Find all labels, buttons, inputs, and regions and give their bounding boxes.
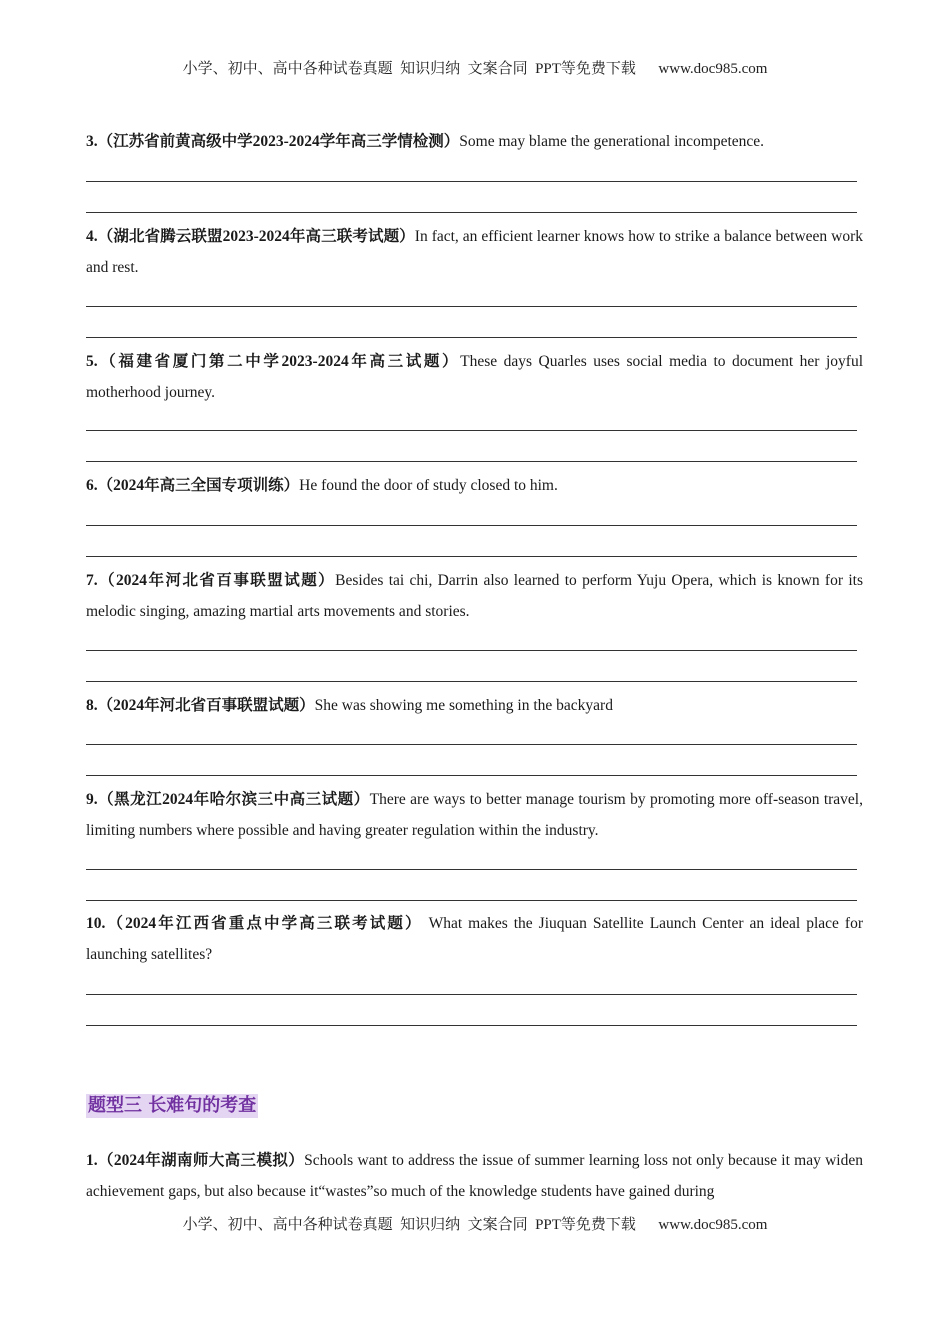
question-text: These days Quarles uses social media to document her joyful motherhood journey. bbox=[86, 353, 863, 401]
question-label: 5.（福建省厦门第二中学2023-2024年高三试题） bbox=[86, 353, 461, 370]
question-text: Some may blame the generational incompetence. bbox=[459, 133, 765, 150]
question-4 bbox=[86, 221, 863, 283]
page-header: 小学、初中、高中各种试卷真题 知识归纳 文案合同 PPT等免费下载 www.doc985.com bbox=[182, 61, 768, 77]
question-6 bbox=[86, 470, 863, 501]
question-label: 8.（2024年河北省百事联盟试题） bbox=[86, 697, 315, 714]
answer-line[interactable] bbox=[86, 556, 857, 557]
question-label: 7.（2024年河北省百事联盟试题） bbox=[86, 572, 336, 589]
answer-line[interactable] bbox=[86, 900, 857, 901]
answer-line[interactable] bbox=[86, 461, 857, 462]
answer-line[interactable] bbox=[86, 1025, 857, 1026]
question-text: In fact, an efficient learner knows how to strike a balance between work and rest. bbox=[86, 228, 864, 276]
answer-line[interactable] bbox=[86, 994, 857, 995]
answer-line[interactable] bbox=[86, 181, 857, 182]
question-text: What makes the Jiuquan Satellite Launch Center an ideal place for launching satellites? bbox=[86, 915, 863, 963]
question-text: He found the door of study closed to him. bbox=[299, 477, 558, 494]
question-7 bbox=[86, 565, 863, 627]
answer-line[interactable] bbox=[86, 212, 857, 213]
question-label: 6.（2024年高三全国专项训练） bbox=[86, 477, 300, 494]
question-label: 1.（2024年湖南师大高三模拟） bbox=[86, 1152, 305, 1169]
question-5 bbox=[86, 346, 863, 408]
question-8 bbox=[86, 690, 863, 721]
question-label: 3.（江苏省前黄高级中学2023-2024学年高三学情检测） bbox=[86, 133, 460, 150]
answer-line[interactable] bbox=[86, 775, 857, 776]
answer-line[interactable] bbox=[86, 744, 857, 745]
question-text: There are ways to better manage tourism by promoting more off-season travel, limiting numbers where possible and having greater regulation within the industry. bbox=[86, 791, 863, 839]
question-10 bbox=[86, 908, 863, 970]
question-label: 9.（黑龙江2024年哈尔滨三中高三试题） bbox=[86, 791, 370, 808]
question-text: She was showing me something in the backyard bbox=[314, 697, 613, 714]
answer-line[interactable] bbox=[86, 337, 857, 338]
question-9 bbox=[86, 784, 863, 846]
question-label: 10.（2024年江西省重点中学高三联考试题） bbox=[86, 915, 423, 932]
page-footer: 小学、初中、高中各种试卷真题 知识归纳 文案合同 PPT等免费下载 www.doc985.com bbox=[182, 1217, 768, 1233]
answer-line[interactable] bbox=[86, 430, 857, 431]
question-text: Schools want to address the issue of summer learning loss not only because it may widen achievement gaps, but also because it“wastes”so much of the knowledge students have gained during bbox=[86, 1152, 863, 1200]
answer-line[interactable] bbox=[86, 869, 857, 870]
question-text: Besides tai chi, Darrin also learned to perform Yuju Opera, which is known for its melodic singing, amazing martial arts movements and stories. bbox=[86, 572, 863, 620]
answer-line[interactable] bbox=[86, 306, 857, 307]
answer-line[interactable] bbox=[86, 650, 857, 651]
section-title: 题型三 长难句的考查 bbox=[88, 1095, 257, 1116]
answer-line[interactable] bbox=[86, 681, 857, 682]
question-3 bbox=[86, 126, 863, 157]
section-question-1 bbox=[86, 1145, 863, 1207]
question-label: 4.（湖北省腾云联盟2023-2024年高三联考试题） bbox=[86, 228, 415, 245]
answer-line[interactable] bbox=[86, 525, 857, 526]
